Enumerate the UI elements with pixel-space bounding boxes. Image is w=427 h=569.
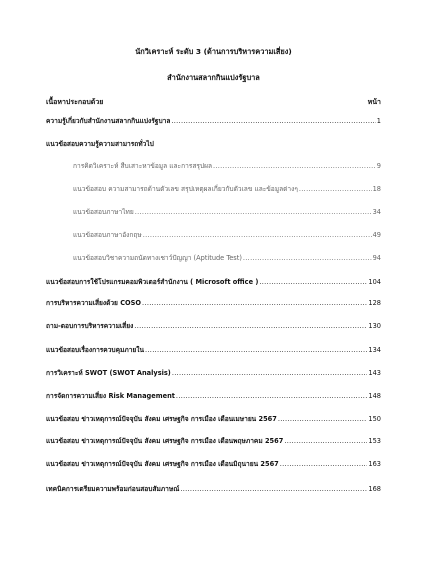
toc-entry — [46, 346, 381, 355]
toc-leader-dots — [134, 322, 367, 331]
toc-entry-page: 18 — [372, 185, 381, 193]
toc-entry — [46, 415, 381, 424]
document-title: นักวิเคราะห์ ระดับ 3 (ด้านการบริหารความเสี่ยง) — [135, 47, 292, 56]
toc-entry-title: แนวข้อสอบความรู้ความสามารถทั่วไป — [46, 140, 154, 148]
toc-entry — [46, 117, 381, 126]
toc-entry-title: แนวข้อสอบภาษาอังกฤษ — [73, 231, 142, 239]
toc-entry-page: 94 — [372, 254, 381, 262]
toc-entry — [46, 485, 381, 494]
toc-entry — [46, 140, 381, 149]
document-subtitle: สำนักงานสลากกินแบ่งรัฐบาล — [167, 73, 260, 82]
toc-entry-title: แนวข้อสอบ ข่าวเหตุการณ์ปัจจุบัน สังคม เศรษฐกิจ การเมือง เดือนมิถุนายน 2567 — [46, 460, 279, 468]
toc-entry-page: 104 — [368, 278, 381, 286]
toc-entry-page: 49 — [372, 231, 381, 239]
toc-entry-page: 34 — [372, 208, 381, 216]
toc-entry-title: แนวข้อสอบวิชาความถนัดทางเชาว์ปัญญา (Aptitude Test) — [73, 254, 242, 262]
page-column-heading: หน้า — [367, 98, 381, 106]
toc-entry-page: 163 — [368, 460, 381, 468]
toc-leader-dots — [180, 485, 367, 494]
toc-entry-title: แนวข้อสอบการใช้โปรแกรมคอมพิวเตอร์สำนักงาน ( Microsoft office ) — [46, 278, 259, 286]
toc-entry — [46, 299, 381, 308]
toc-leader-dots — [259, 278, 367, 287]
toc-leader-dots — [213, 162, 376, 171]
toc-entry-page: 150 — [368, 415, 381, 423]
toc-entry — [46, 460, 381, 469]
toc-entry-title: การคิดวิเคราะห์ สืบเสาะหาข้อมูล และการสรุปผล — [73, 162, 212, 170]
toc-entry-title: แนวข้อสอบ ความสามารถด้านตัวเลข สรุปเหตุผลเกี่ยวกับตัวเลข และข้อมูลต่างๆ — [73, 185, 298, 193]
toc-entry-title: เทคนิคการเตรียมความพร้อมก่อนสอบสัมภาษณ์ — [46, 485, 180, 493]
toc-entry-title: การจัดการความเสี่ยง Risk Management — [46, 392, 175, 400]
toc-entry-page: 148 — [368, 392, 381, 400]
toc-entry — [46, 437, 381, 446]
toc-leader-dots — [299, 185, 372, 194]
toc-leader-dots — [142, 299, 367, 308]
toc-entry-page: 153 — [368, 437, 381, 445]
toc-entry-page: 168 — [368, 485, 381, 493]
toc-entry-page: 1 — [376, 117, 381, 125]
toc-leader-dots — [172, 369, 368, 378]
toc-entry — [73, 231, 381, 240]
toc-leader-dots — [243, 254, 372, 263]
toc-entry — [73, 185, 381, 194]
toc-entry-title: แนวข้อสอบภาษาไทย — [73, 208, 134, 216]
toc-leader-dots — [145, 346, 367, 355]
toc-entry-title: ถาม-ตอบการบริหารความเสี่ยง — [46, 322, 134, 330]
toc-leader-dots — [143, 231, 372, 240]
toc-leader-dots — [176, 392, 367, 401]
toc-entry-title: การวิเคราะห์ SWOT (SWOT Analysis) — [46, 369, 171, 377]
contents-heading: เนื้อหาประกอบด้วย — [46, 98, 104, 106]
toc-entry-title: แนวข้อสอบเรื่องการควบคุมภายใน — [46, 346, 145, 354]
toc-entry — [73, 162, 381, 171]
toc-leader-dots — [280, 460, 368, 469]
toc-entry — [46, 322, 381, 331]
toc-leader-dots — [278, 415, 368, 424]
toc-leader-dots — [284, 437, 367, 446]
toc-entry-title: แนวข้อสอบ ข่าวเหตุการณ์ปัจจุบัน สังคม เศรษฐกิจ การเมือง เดือนพฤษภาคม 2567 — [46, 437, 284, 445]
toc-entry-page: 130 — [368, 322, 381, 330]
toc-entry-page: 9 — [376, 162, 381, 170]
toc-entry — [46, 369, 381, 378]
toc-entry-page: 143 — [368, 369, 381, 377]
toc-entry — [73, 254, 381, 263]
toc-entry — [46, 392, 381, 401]
toc-entry-page: 134 — [368, 346, 381, 354]
toc-entry — [73, 208, 381, 217]
toc-entry-title: ความรู้เกี่ยวกับสำนักงานสลากกินแบ่งรัฐบาล — [46, 117, 171, 125]
toc-entry-page: 128 — [368, 299, 381, 307]
toc-entry-title: แนวข้อสอบ ข่าวเหตุการณ์ปัจจุบัน สังคม เศรษฐกิจ การเมือง เดือนเมษายน 2567 — [46, 415, 277, 423]
toc-leader-dots — [135, 208, 372, 217]
toc-entry-title: การบริหารความเสี่ยงด้วย COSO — [46, 299, 142, 307]
toc-leader-dots — [171, 117, 375, 126]
toc-entry — [46, 278, 381, 287]
